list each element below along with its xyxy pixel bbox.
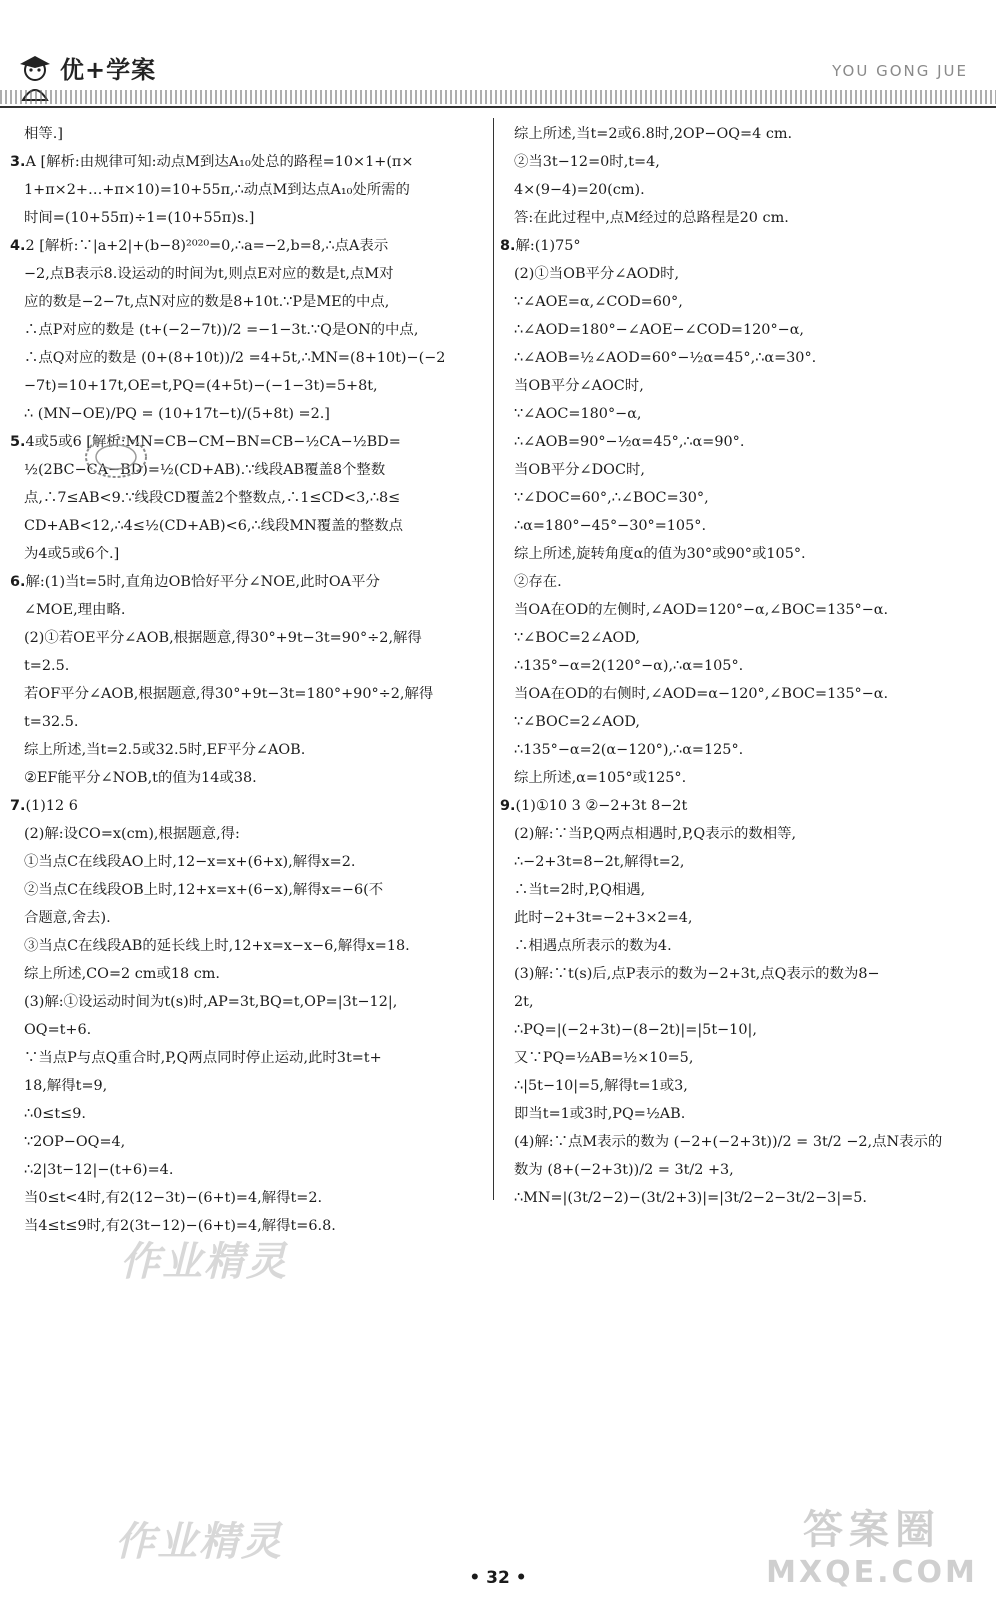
answer-line <box>500 288 976 316</box>
answer-text: ②存在. <box>514 574 562 590</box>
answer-line <box>500 1156 976 1184</box>
answer-line <box>10 120 488 148</box>
answer-line <box>10 176 488 204</box>
answer-text: (1)12 6 <box>25 798 78 814</box>
answer-line <box>10 260 488 288</box>
answer-line <box>500 680 976 708</box>
answer-text: 又∵PQ=½AB=½×10=5, <box>514 1050 694 1066</box>
answer-line <box>10 1072 488 1100</box>
answer-text: ∴PQ=|(−2+3t)−(8−2t)|=|5t−10|, <box>514 1022 757 1038</box>
answer-text: 若OF平分∠AOB,根据题意,得30°+9t−3t=180°+90°÷2,解得 <box>24 686 434 702</box>
answer-text: ∴−2+3t=8−2t,解得t=2, <box>514 854 685 870</box>
answer-text: ∴135°−α=2(120°−α),∴α=105°. <box>514 658 744 674</box>
question-number: 4. <box>10 238 26 254</box>
answer-text: 综上所述,α=105°或125°. <box>514 770 687 786</box>
answer-text: 即当t=1或3时,PQ=½AB. <box>514 1106 686 1122</box>
question-number: 8. <box>500 238 516 254</box>
answer-line <box>10 736 488 764</box>
answer-line <box>500 148 976 176</box>
answer-line <box>10 960 488 988</box>
answer-line <box>500 372 976 400</box>
answer-text: 4×(9−4)=20(cm). <box>514 182 645 198</box>
answer-line <box>500 400 976 428</box>
answer-line <box>10 904 488 932</box>
question-number: 3. <box>10 154 26 170</box>
answer-line <box>10 764 488 792</box>
answer-text: 当OB平分∠AOC时, <box>514 378 644 394</box>
answer-line <box>500 848 976 876</box>
answer-text: ∴点P对应的数是 (t+(−2−7t))/2 =−1−3t.∵Q是ON的中点, <box>24 322 419 338</box>
answer-line <box>10 456 488 484</box>
answer-line <box>500 624 976 652</box>
answer-text: ∴∠AOD=180°−∠AOE−∠COD=120°−α, <box>514 322 805 338</box>
answer-line <box>500 1044 976 1072</box>
answer-text: ∴∠AOB=½∠AOD=60°−½α=45°,∴α=30°. <box>514 350 817 366</box>
answer-line <box>500 736 976 764</box>
answer-text: ∵∠AOE=α,∠COD=60°, <box>514 294 683 310</box>
answer-text: 解:(1)当t=5时,直角边OB恰好平分∠NOE,此时OA平分 <box>25 574 380 590</box>
answer-text: (2)解:∵当P,Q两点相遇时,P,Q表示的数相等, <box>514 826 797 842</box>
answer-line <box>10 680 488 708</box>
answer-line <box>10 204 488 232</box>
answer-text: 综上所述,当t=2或6.8时,2OP−OQ=4 cm. <box>514 126 793 142</box>
watermark-text: 作业精灵 <box>115 1519 283 1565</box>
answer-line <box>10 540 488 568</box>
answer-line <box>500 596 976 624</box>
column-divider <box>493 118 494 1200</box>
answer-line <box>500 428 976 456</box>
answer-line <box>10 1184 488 1212</box>
answer-text: ½(2BC−CA−BD)=½(CD+AB).∵线段AB覆盖8个整数 <box>24 462 386 478</box>
answer-text: 当4≤t≤9时,有2(3t−12)−(6+t)=4,解得t=6.8. <box>24 1218 336 1234</box>
answer-line <box>500 512 976 540</box>
answer-line <box>500 1100 976 1128</box>
answer-text: ∵2OP−OQ=4, <box>24 1134 126 1150</box>
answer-text: 综上所述,旋转角度α的值为30°或90°或105°. <box>514 546 806 562</box>
answer-text: 答:在此过程中,点M经过的总路程是20 cm. <box>514 210 789 226</box>
answer-line <box>10 1100 488 1128</box>
answer-text: t=32.5. <box>24 714 79 730</box>
answer-line <box>10 624 488 652</box>
answer-line <box>500 932 976 960</box>
answer-line <box>10 1156 488 1184</box>
answer-line <box>10 428 488 456</box>
answer-text: 应的数是−2−7t,点N对应的数是8+10t.∵P是ME的中点, <box>24 294 390 310</box>
answer-text: 当OA在OD的左侧时,∠AOD=120°−α,∠BOC=135°−α. <box>514 602 889 618</box>
answer-text: ∴|5t−10|=5,解得t=1或3, <box>514 1078 688 1094</box>
corner-logo-top: 答案圈 <box>803 1507 941 1553</box>
answer-text: (4)解:∵点M表示的数为 (−2+(−2+3t))/2 = 3t/2 −2,点N表示的 <box>514 1134 943 1150</box>
answer-text: 时间=(10+55π)÷1=(10+55π)s.] <box>24 210 255 226</box>
answer-line <box>500 820 976 848</box>
page-header <box>0 0 996 118</box>
answer-line <box>500 344 976 372</box>
answer-line <box>10 148 488 176</box>
answer-line <box>500 232 976 260</box>
answer-text: ③当点C在线段AB的延长线上时,12+x=x−x−6,解得x=18. <box>24 938 410 954</box>
answer-text: ∴点Q对应的数是 (0+(8+10t))/2 =4+5t,∴MN=(8+10t)−(−2 <box>24 350 446 366</box>
answer-line <box>10 1044 488 1072</box>
answer-text: ∴相遇点所表示的数为4. <box>514 938 672 954</box>
answer-text: 1+π×2+…+π×10)=10+55π,∴动点M到达点A₁₀处所需的 <box>24 182 410 198</box>
answer-text: 此时−2+3t=−2+3×2=4, <box>514 910 693 926</box>
answer-text: (2)①当OB平分∠AOD时, <box>514 266 680 282</box>
answer-line <box>10 512 488 540</box>
answer-line <box>10 596 488 624</box>
answer-text: 2t, <box>514 994 534 1010</box>
answer-line <box>10 316 488 344</box>
answer-text: A [解析:由规律可知:动点M到达A₁₀处总的路程=10×1+(π× <box>25 154 414 170</box>
answer-line <box>500 260 976 288</box>
answer-line <box>500 316 976 344</box>
answer-text: (3)解:∵t(s)后,点P表示的数为−2+3t,点Q表示的数为8− <box>514 966 880 982</box>
answer-line <box>500 988 976 1016</box>
answer-text: (1)①10 3 ②−2+3t 8−2t <box>515 798 688 814</box>
brand-subtitle: YOU GONG JUE <box>832 62 968 80</box>
header-rule <box>0 106 996 108</box>
answer-text: ∠MOE,理由略. <box>24 602 126 618</box>
answer-line <box>10 288 488 316</box>
answer-text: ∵∠BOC=2∠AOD, <box>514 630 640 646</box>
answer-line <box>500 484 976 512</box>
answer-text: ∴MN=|(3t/2−2)−(3t/2+3)|=|3t/2−2−3t/2−3|=5. <box>514 1190 867 1206</box>
answer-line <box>10 848 488 876</box>
answer-line <box>500 1016 976 1044</box>
answer-text: ∴2|3t−12|−(t+6)=4. <box>24 1162 174 1178</box>
answer-line <box>10 820 488 848</box>
answer-line <box>500 904 976 932</box>
corner-logo-bottom: MXQE.COM <box>766 1555 978 1590</box>
answer-line <box>500 176 976 204</box>
answer-line <box>10 792 488 820</box>
answer-text: ∵当点P与点Q重合时,P,Q两点同时停止运动,此时3t=t+ <box>24 1050 382 1066</box>
answer-text: 为4或5或6个.] <box>24 546 120 562</box>
header-decoration <box>0 90 996 104</box>
watermark-text: 作业精灵 <box>120 1239 288 1285</box>
answer-text: 数为 (8+(−2+3t))/2 = 3t/2 +3, <box>514 1162 734 1178</box>
answer-text: ∴∠AOB=90°−½α=45°,∴α=90°. <box>514 434 745 450</box>
left-column <box>10 120 488 1240</box>
answer-text: t=2.5. <box>24 658 70 674</box>
answer-line <box>500 792 976 820</box>
answer-text: 4或5或6 [解析:MN=CB−CM−BN=CB−½CA−½BD= <box>25 434 401 450</box>
answer-text: OQ=t+6. <box>24 1022 92 1038</box>
answer-text: 综上所述,当t=2.5或32.5时,EF平分∠AOB. <box>24 742 306 758</box>
answer-line <box>10 988 488 1016</box>
answer-line <box>10 932 488 960</box>
question-number: 9. <box>500 798 516 814</box>
answer-line <box>10 372 488 400</box>
answer-text: −7t)=10+17t,OE=t,PQ=(4+5t)−(−1−3t)=5+8t, <box>24 378 378 394</box>
answer-text: ②EF能平分∠NOB,t的值为14或38. <box>24 770 257 786</box>
answer-line <box>500 708 976 736</box>
answer-line <box>500 764 976 792</box>
answer-text: ∵∠DOC=60°,∴∠BOC=30°, <box>514 490 709 506</box>
answer-line <box>500 1128 976 1156</box>
answer-text: ∵∠BOC=2∠AOD, <box>514 714 640 730</box>
answer-text: (3)解:①设运动时间为t(s)时,AP=3t,BQ=t,OP=|3t−12|, <box>24 994 398 1010</box>
answer-text: 当OA在OD的右侧时,∠AOD=α−120°,∠BOC=135°−α. <box>514 686 889 702</box>
answer-line <box>500 652 976 680</box>
answer-text: ②当3t−12=0时,t=4, <box>514 154 660 170</box>
answer-text: 2 [解析:∵|a+2|+(b−8)²⁰²⁰=0,∴a=−2,b=8,∴点A表示 <box>25 238 389 254</box>
answer-text: CD+AB<12,∴4≤½(CD+AB)<6,∴线段MN覆盖的整数点 <box>24 518 404 534</box>
answer-text: ∴ (MN−OE)/PQ = (10+17t−t)/(5+8t) =2.] <box>24 406 330 422</box>
answer-text: ∴α=180°−45°−30°=105°. <box>514 518 707 534</box>
answer-text: ①当点C在线段AO上时,12−x=x+(6+x),解得x=2. <box>24 854 356 870</box>
answer-text: ∴135°−α=2(α−120°),∴α=125°. <box>514 742 744 758</box>
answer-text: 合题意,舍去). <box>24 910 111 926</box>
answer-line <box>10 1128 488 1156</box>
answer-line <box>10 400 488 428</box>
answer-line <box>10 232 488 260</box>
answer-text: ∴0≤t≤9. <box>24 1106 86 1122</box>
question-number: 7. <box>10 798 26 814</box>
answer-line <box>10 1016 488 1044</box>
answer-line <box>10 708 488 736</box>
answer-line <box>500 204 976 232</box>
answer-line <box>10 568 488 596</box>
answer-text: −2,点B表示8.设运动的时间为t,则点E对应的数是t,点M对 <box>24 266 394 282</box>
answer-line <box>10 344 488 372</box>
page-number: • 32 • <box>469 1568 527 1588</box>
answer-text: 当OB平分∠DOC时, <box>514 462 645 478</box>
answer-text: 相等.] <box>24 126 63 142</box>
question-number: 5. <box>10 434 26 450</box>
answer-text: 综上所述,CO=2 cm或18 cm. <box>24 966 220 982</box>
answer-line <box>10 484 488 512</box>
answer-line <box>500 120 976 148</box>
answer-line <box>500 960 976 988</box>
answer-line <box>10 652 488 680</box>
answer-text: (2)①若OE平分∠AOB,根据题意,得30°+9t−3t=90°÷2,解得 <box>24 630 422 646</box>
answer-text: 解:(1)75° <box>515 238 581 254</box>
answer-text: ∵∠AOC=180°−α, <box>514 406 642 422</box>
answer-line <box>500 456 976 484</box>
answer-text: 点,∴7≤AB<9.∵线段CD覆盖2个整数点,∴1≤CD<3,∴8≤ <box>24 490 401 506</box>
answer-line <box>500 876 976 904</box>
answer-line <box>500 540 976 568</box>
stamp-seal-icon <box>84 434 148 480</box>
answer-text: 当0≤t<4时,有2(12−3t)−(6+t)=4,解得t=2. <box>24 1190 323 1206</box>
right-column <box>500 120 976 1212</box>
answer-text: (2)解:设CO=x(cm),根据题意,得: <box>24 826 240 842</box>
answer-line <box>500 1072 976 1100</box>
answer-text: 18,解得t=9, <box>24 1078 108 1094</box>
answer-text: ∴当t=2时,P,Q相遇, <box>514 882 646 898</box>
question-number: 6. <box>10 574 26 590</box>
answer-line <box>10 876 488 904</box>
answer-line <box>500 1184 976 1212</box>
brand-title: 优+学案 <box>60 56 157 84</box>
answer-text: ②当点C在线段OB上时,12+x=x+(6−x),解得x=−6(不 <box>24 882 384 898</box>
answer-line <box>500 568 976 596</box>
